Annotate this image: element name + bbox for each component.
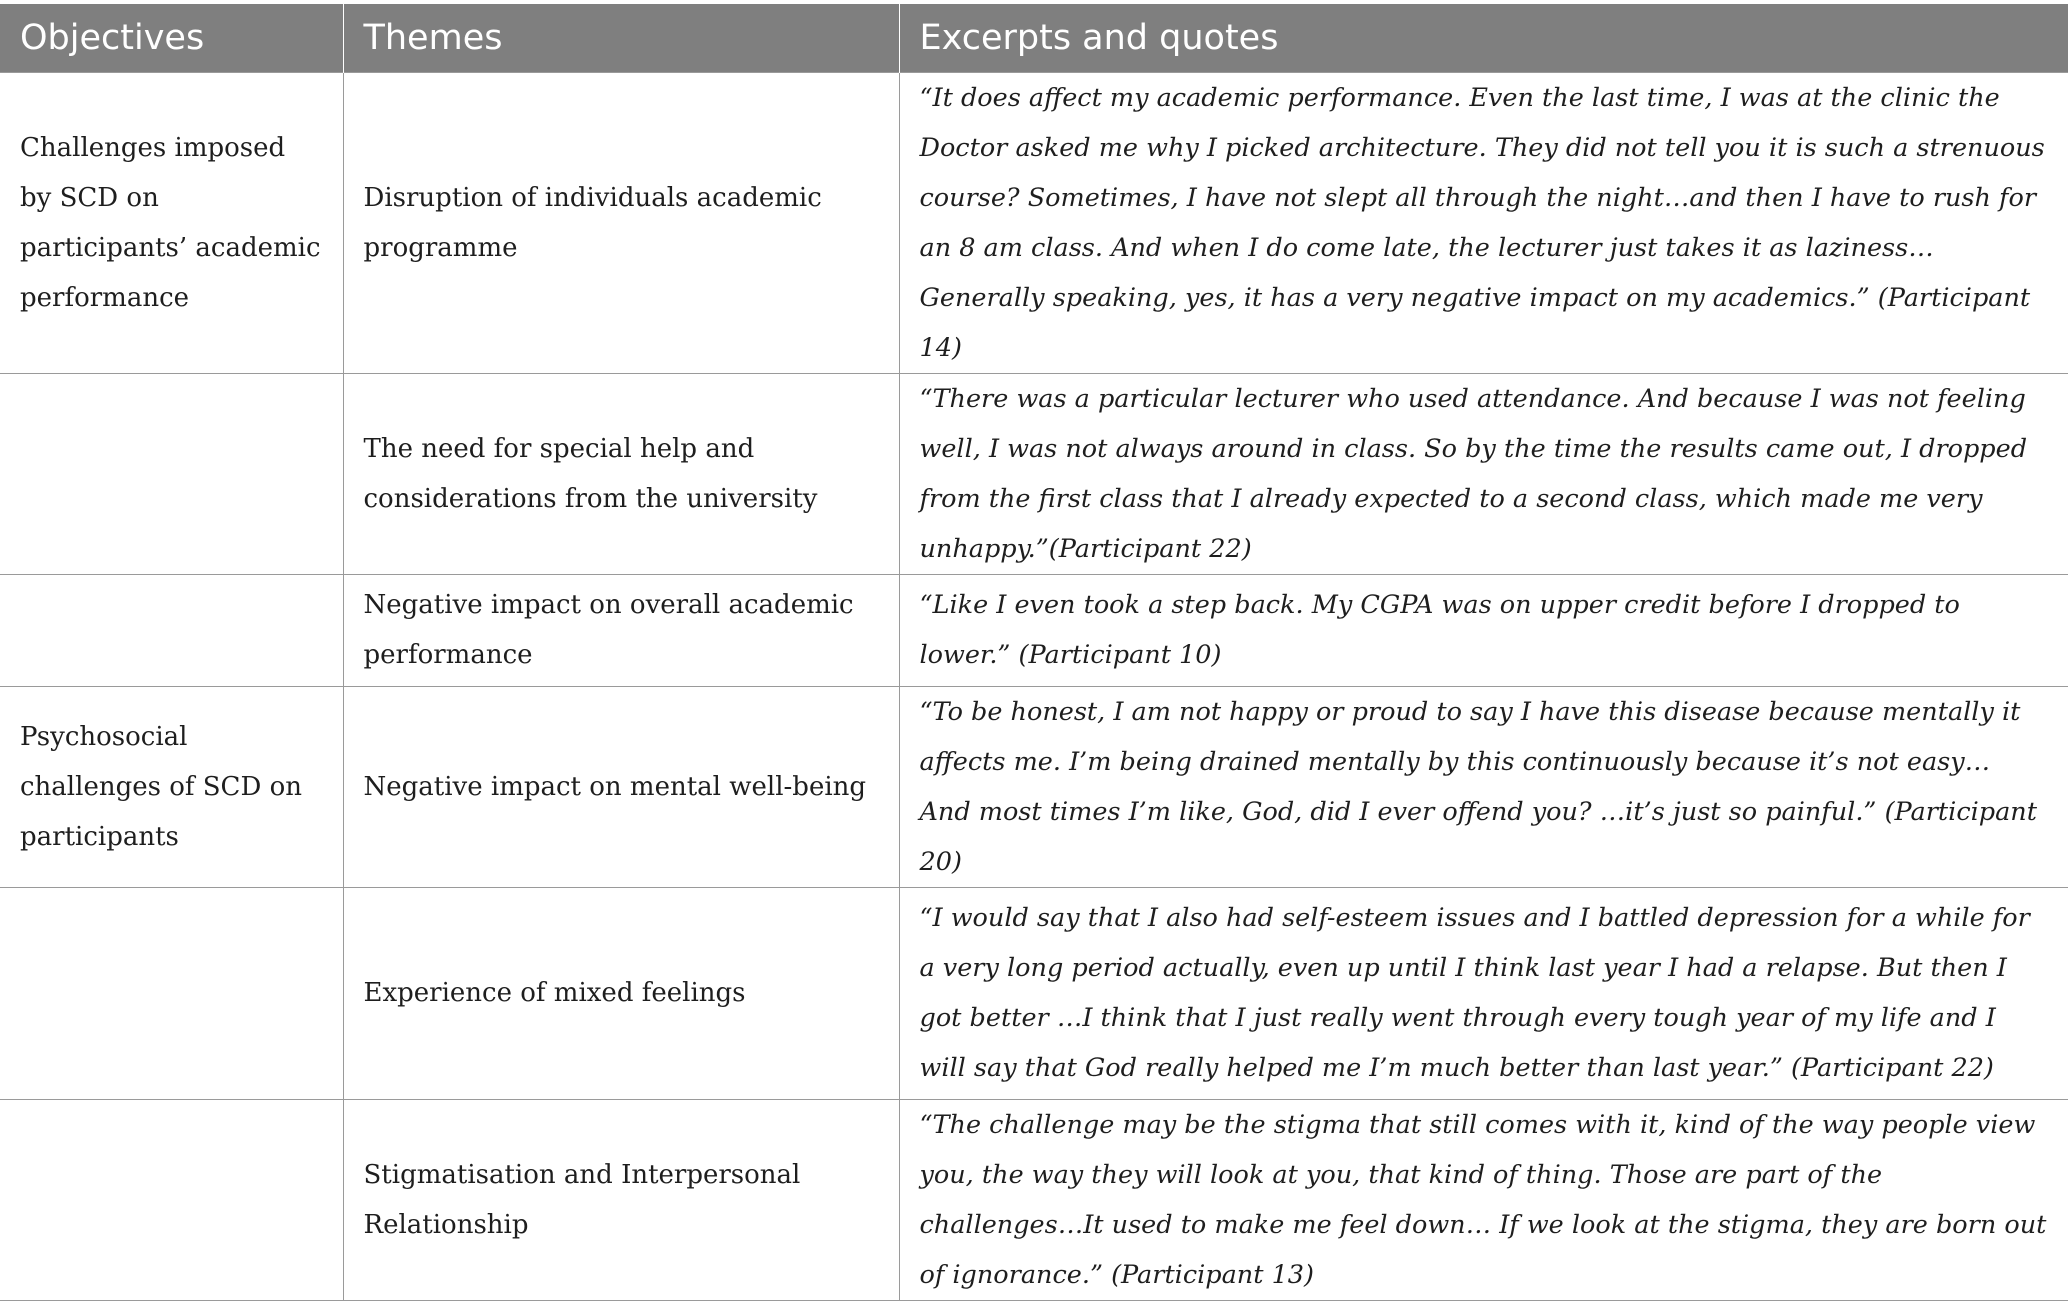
table-row bbox=[0, 373, 2068, 574]
objective-cell bbox=[0, 574, 343, 686]
table-row bbox=[0, 686, 2068, 887]
objective-cell: Psychosocial challenges of SCD on participants bbox=[0, 686, 343, 887]
quote-cell: “There was a particular lecturer who used attendance. And because I was not feeling well, I was not always around in class. So by the time the results came out, I dropped from the first class that I already expected to a second class, which made me very unhappy.”(Participant 22) bbox=[899, 373, 2068, 574]
theme-cell: Negative impact on overall academic performance bbox=[343, 574, 899, 686]
objective-cell bbox=[0, 373, 343, 574]
themes-table bbox=[0, 4, 2068, 1301]
theme-cell: Disruption of individuals academic programme bbox=[343, 72, 899, 373]
header-objectives: Objectives bbox=[0, 4, 343, 72]
header-row bbox=[0, 4, 2068, 72]
quote-cell: “It does affect my academic performance. Even the last time, I was at the clinic the Doctor asked me why I picked architecture. They did not tell you it is such a strenuous course? Sometimes, I have not slept all through the night…and then I have to rush for an 8 am class. And when I do come late, the lecturer just takes it as laziness…Generally speaking, yes, it has a very negative impact on my academics.” (Participant 14) bbox=[899, 72, 2068, 373]
theme-cell: The need for special help and considerations from the university bbox=[343, 373, 899, 574]
table-header bbox=[0, 4, 2068, 72]
header-themes: Themes bbox=[343, 4, 899, 72]
table-row bbox=[0, 887, 2068, 1099]
theme-cell: Negative impact on mental well-being bbox=[343, 686, 899, 887]
quote-cell: “To be honest, I am not happy or proud to say I have this disease because mentally it affects me. I’m being drained mentally by this continuously because it’s not easy… And most times I’m like, God, did I ever offend you? …it’s just so painful.” (Participant 20) bbox=[899, 686, 2068, 887]
table-row bbox=[0, 1099, 2068, 1300]
theme-cell: Stigmatisation and Interpersonal Relationship bbox=[343, 1099, 899, 1300]
objective-cell bbox=[0, 1099, 343, 1300]
header-excerpts: Excerpts and quotes bbox=[899, 4, 2068, 72]
table-row bbox=[0, 574, 2068, 686]
theme-cell: Experience of mixed feelings bbox=[343, 887, 899, 1099]
table-body bbox=[0, 72, 2068, 1300]
quote-cell: “I would say that I also had self-esteem issues and I battled depression for a while for a very long period actually, even up until I think last year I had a relapse. But then I got better …I think that I just really went through every tough year of my life and I will say that God really helped me I’m much better than last year.” (Participant 22) bbox=[899, 887, 2068, 1099]
table-row bbox=[0, 72, 2068, 373]
objective-cell: Challenges imposed by SCD on participants’ academic performance bbox=[0, 72, 343, 373]
quote-cell: “The challenge may be the stigma that still comes with it, kind of the way people view you, the way they will look at you, that kind of thing. Those are part of the challenges…It used to make me feel down… If we look at the stigma, they are born out of ignorance.” (Participant 13) bbox=[899, 1099, 2068, 1300]
quote-cell: “Like I even took a step back. My CGPA was on upper credit before I dropped to lower.” (Participant 10) bbox=[899, 574, 2068, 686]
objective-cell bbox=[0, 887, 343, 1099]
